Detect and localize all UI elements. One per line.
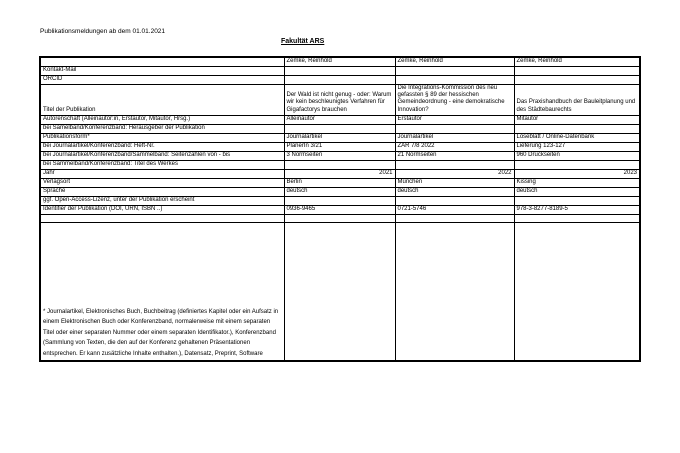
footnote-text: * Journalartikel, Elektronisches Buch, Buchbeitrag (definiertes Kapitel oder ein Aufsatz in einem Elektronischen Buch oder Konferenzband, normalerweise mit einem separaten Titel oder einer separaten Nummer oder einem separaten Identifikator.), Konferenzband (Sammlung von Texten, die den auf der Konferenz gehaltenen Präsentationen entsprechen. Er kann zusätzliche Inhalte enthalten.), Datensatz, Preprint, Software [40,222,284,361]
cell-value: ZAR 7/8 2022 [395,142,514,151]
cell-value: 3 Normseiten [284,151,395,160]
column-header-author-2: Zemke, Reinhold [395,57,514,67]
cell-value: Journalartikel [284,133,395,142]
row-autorenschaft [40,115,640,124]
cell-value [284,222,395,361]
cell-value: Erstautor [395,115,514,124]
row-label: bei Samelband/Konferenzband: Herausgeber der Publikation [40,124,284,133]
cell-value: deutsch [514,187,640,196]
corner-cell [40,57,284,67]
row-empty [40,214,640,222]
row-heft-nr [40,142,640,151]
cell-value [395,124,514,133]
row-open-access-lizenz [40,196,640,205]
cell-value [395,67,514,76]
row-label: Publikationsform* [40,133,284,142]
row-titel-des-werkes [40,160,640,169]
row-kontakt-mail [40,67,640,76]
column-header-author-3: Zemke, Reinhold [514,57,640,67]
cell-value [284,160,395,169]
row-label: bei Journalartikel/Konferenzband: Heft-Nr. [40,142,284,151]
row-titel-der-publikation [40,85,640,116]
cell-value: Die Integrations-Kommission des neu gefassten § 89 der hessischen Gemeindeordnung - eine demokratische Innovation? [395,85,514,116]
cell-value: deutsch [284,187,395,196]
cell-value [514,160,640,169]
cell-value: Kissing [514,178,640,187]
row-verlagsort [40,178,640,187]
row-label: Verlagsort [40,178,284,187]
cell-value: 2023 [514,169,640,178]
cell-value: 0936-9465 [284,205,395,214]
publications-table [39,56,641,362]
row-jahr [40,169,640,178]
row-label: Titel der Publikation [40,85,284,116]
cell-value [395,196,514,205]
cell-value: Alleinautor [284,115,395,124]
page-title: Fakultät ARS [281,38,325,45]
row-orcid [40,76,640,85]
cell-value [395,160,514,169]
cell-value [395,214,514,222]
table-header-row [40,57,640,67]
row-label: bei Journalartikel/Konferenzband/Sammelband: Seitenzahlen von - bis [40,151,284,160]
cell-value [284,214,395,222]
cell-value [395,76,514,85]
cell-value: 978-3-8277-8189-5 [514,205,640,214]
cell-value [514,76,640,85]
cell-value: PlanerIn 3/21 [284,142,395,151]
cell-value [514,196,640,205]
row-label: ORCID [40,76,284,85]
cell-value: 2022 [395,169,514,178]
cell-value [514,222,640,361]
row-identifier [40,205,640,214]
cell-value [514,67,640,76]
row-label: Jahr [40,169,284,178]
row-label: bei Sammelband/Konferenzband: Titel des Werkes [40,160,284,169]
cell-value: Mitautor [514,115,640,124]
cell-value: Journalartikel [395,133,514,142]
cell-value: 21 Normseiten [395,151,514,160]
cell-value [284,196,395,205]
column-header-author-1: Zemke, Reinhold [284,57,395,67]
cell-value: 0721-5746 [395,205,514,214]
cell-value: Berlin [284,178,395,187]
report-period-note: Publikationsmeldungen ab dem 01.01.2021 [40,28,166,35]
cell-value: 960 Druckseiten [514,151,640,160]
row-label: Autorenschaft (Alleinautor:in, Erstautor, Mitautor, Hrsg.) [40,115,284,124]
row-label [40,214,284,222]
cell-value: Loseblatt / Online-Datenbank [514,133,640,142]
row-publikationsform [40,133,640,142]
row-label: ggf. Open-Access-Lizenz, unter der Publikation erscheint [40,196,284,205]
cell-value: Der Wald ist nicht genug - oder: Warum wir kein beschleunigtes Verfahren für Gigafactorys brauchen [284,85,395,116]
cell-value [284,67,395,76]
row-herausgeber [40,124,640,133]
cell-value [514,124,640,133]
cell-value [395,222,514,361]
cell-value [514,214,640,222]
row-footnote [40,222,640,361]
cell-value: Das Praxishandbuch der Bauleitplanung und des Städtebaurechts [514,85,640,116]
cell-value: 2021 [284,169,395,178]
row-sprache [40,187,640,196]
cell-value: München [395,178,514,187]
row-seitenzahlen [40,151,640,160]
cell-value: Lieferung 123-127 [514,142,640,151]
row-label: Sprache [40,187,284,196]
cell-value: deutsch [395,187,514,196]
row-label: Identifier der Publikation (DOI, URN, ISBN ..) [40,205,284,214]
cell-value [284,76,395,85]
row-label: Kontakt-Mail [40,67,284,76]
cell-value [284,124,395,133]
